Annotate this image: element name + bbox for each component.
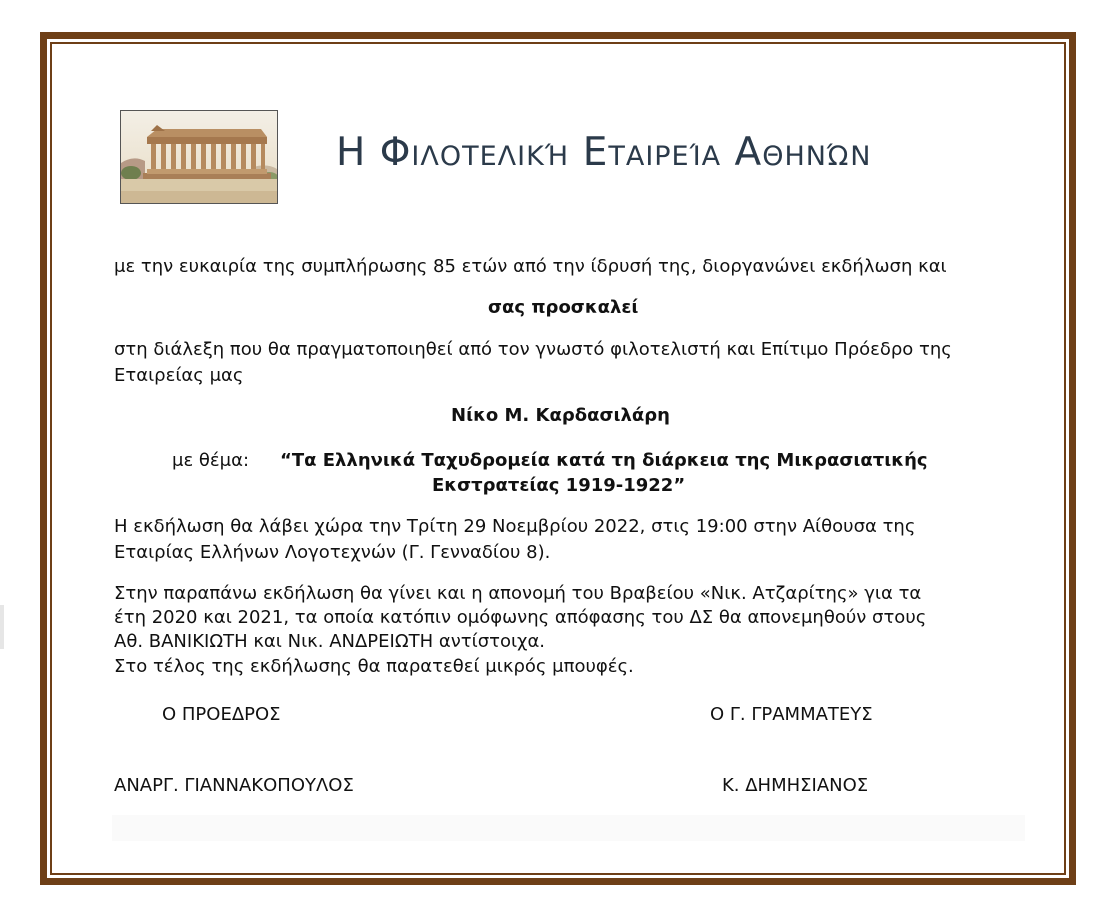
topic-title-line-1: “Τα Ελληνικά Ταχυδρομεία κατά τη διάρκεια της Μικρασιατικής bbox=[280, 450, 928, 471]
secretary-title: Ο Γ. ΓΡΑΜΜΑΤΕΥΣ bbox=[710, 704, 873, 725]
lecture-text-line-1: στη διάλεξη που θα πραγματοποιηθεί από τον γνωστό φιλοτελιστή και Επίτιμο Πρόεδρο της bbox=[114, 339, 952, 360]
buffet-text: Στο τέλος της εκδήλωσης θα παρατεθεί μικρός μπουφές. bbox=[114, 656, 634, 677]
president-title: Ο ΠΡΟΕΔΡΟΣ bbox=[162, 704, 281, 725]
left-edge-mark bbox=[0, 605, 4, 649]
invitation-heading: σας προσκαλεί bbox=[488, 297, 639, 318]
secretary-name: Κ. ΔΗΜΗΣΙΑΝΟΣ bbox=[722, 775, 869, 796]
award-text-line-2: έτη 2020 και 2021, τα οποία κατόπιν ομόφωνης απόφασης του ΔΣ θα απονεμηθούν στους bbox=[114, 607, 927, 628]
event-details-line-1: Η εκδήλωση θα λάβει χώρα την Τρίτη 29 Νοεμβρίου 2022, στις 19:00 στην Αίθουσα της bbox=[114, 516, 916, 537]
award-text-line-3: Αθ. ΒΑΝΙΚΙΩΤΗ και Νικ. ΑΝΔΡΕΙΩΤΗ αντίστοιχα. bbox=[114, 631, 546, 652]
topic-label: με θέμα: bbox=[172, 450, 250, 471]
topic-title-line-2: Εκστρατείας 1919-1922” bbox=[432, 475, 686, 496]
page-title: Η Φιλοτελική Εταιρεία Αθηνών bbox=[336, 130, 872, 175]
award-text-line-1: Στην παραπάνω εκδήλωση θα γίνει και η απονομή του Βραβείου «Νικ. Ατζαρίτης» για τα bbox=[114, 583, 922, 604]
parthenon-temple-icon bbox=[120, 110, 278, 204]
president-name: ΑΝΑΡΓ. ΓΙΑΝΝΑΚΟΠΟΥΛΟΣ bbox=[114, 775, 354, 796]
event-details-line-2: Εταιρίας Ελλήνων Λογοτεχνών (Γ. Γενναδίου 8). bbox=[114, 542, 551, 563]
footer-band bbox=[112, 815, 1025, 841]
intro-text: με την ευκαιρία της συμπλήρωσης 85 ετών από την ίδρυσή της, διοργανώνει εκδήλωση και bbox=[114, 256, 947, 277]
lecture-text-line-2: Εταιρείας μας bbox=[114, 365, 244, 386]
speaker-name: Νίκο Μ. Καρδασιλάρη bbox=[451, 405, 670, 426]
